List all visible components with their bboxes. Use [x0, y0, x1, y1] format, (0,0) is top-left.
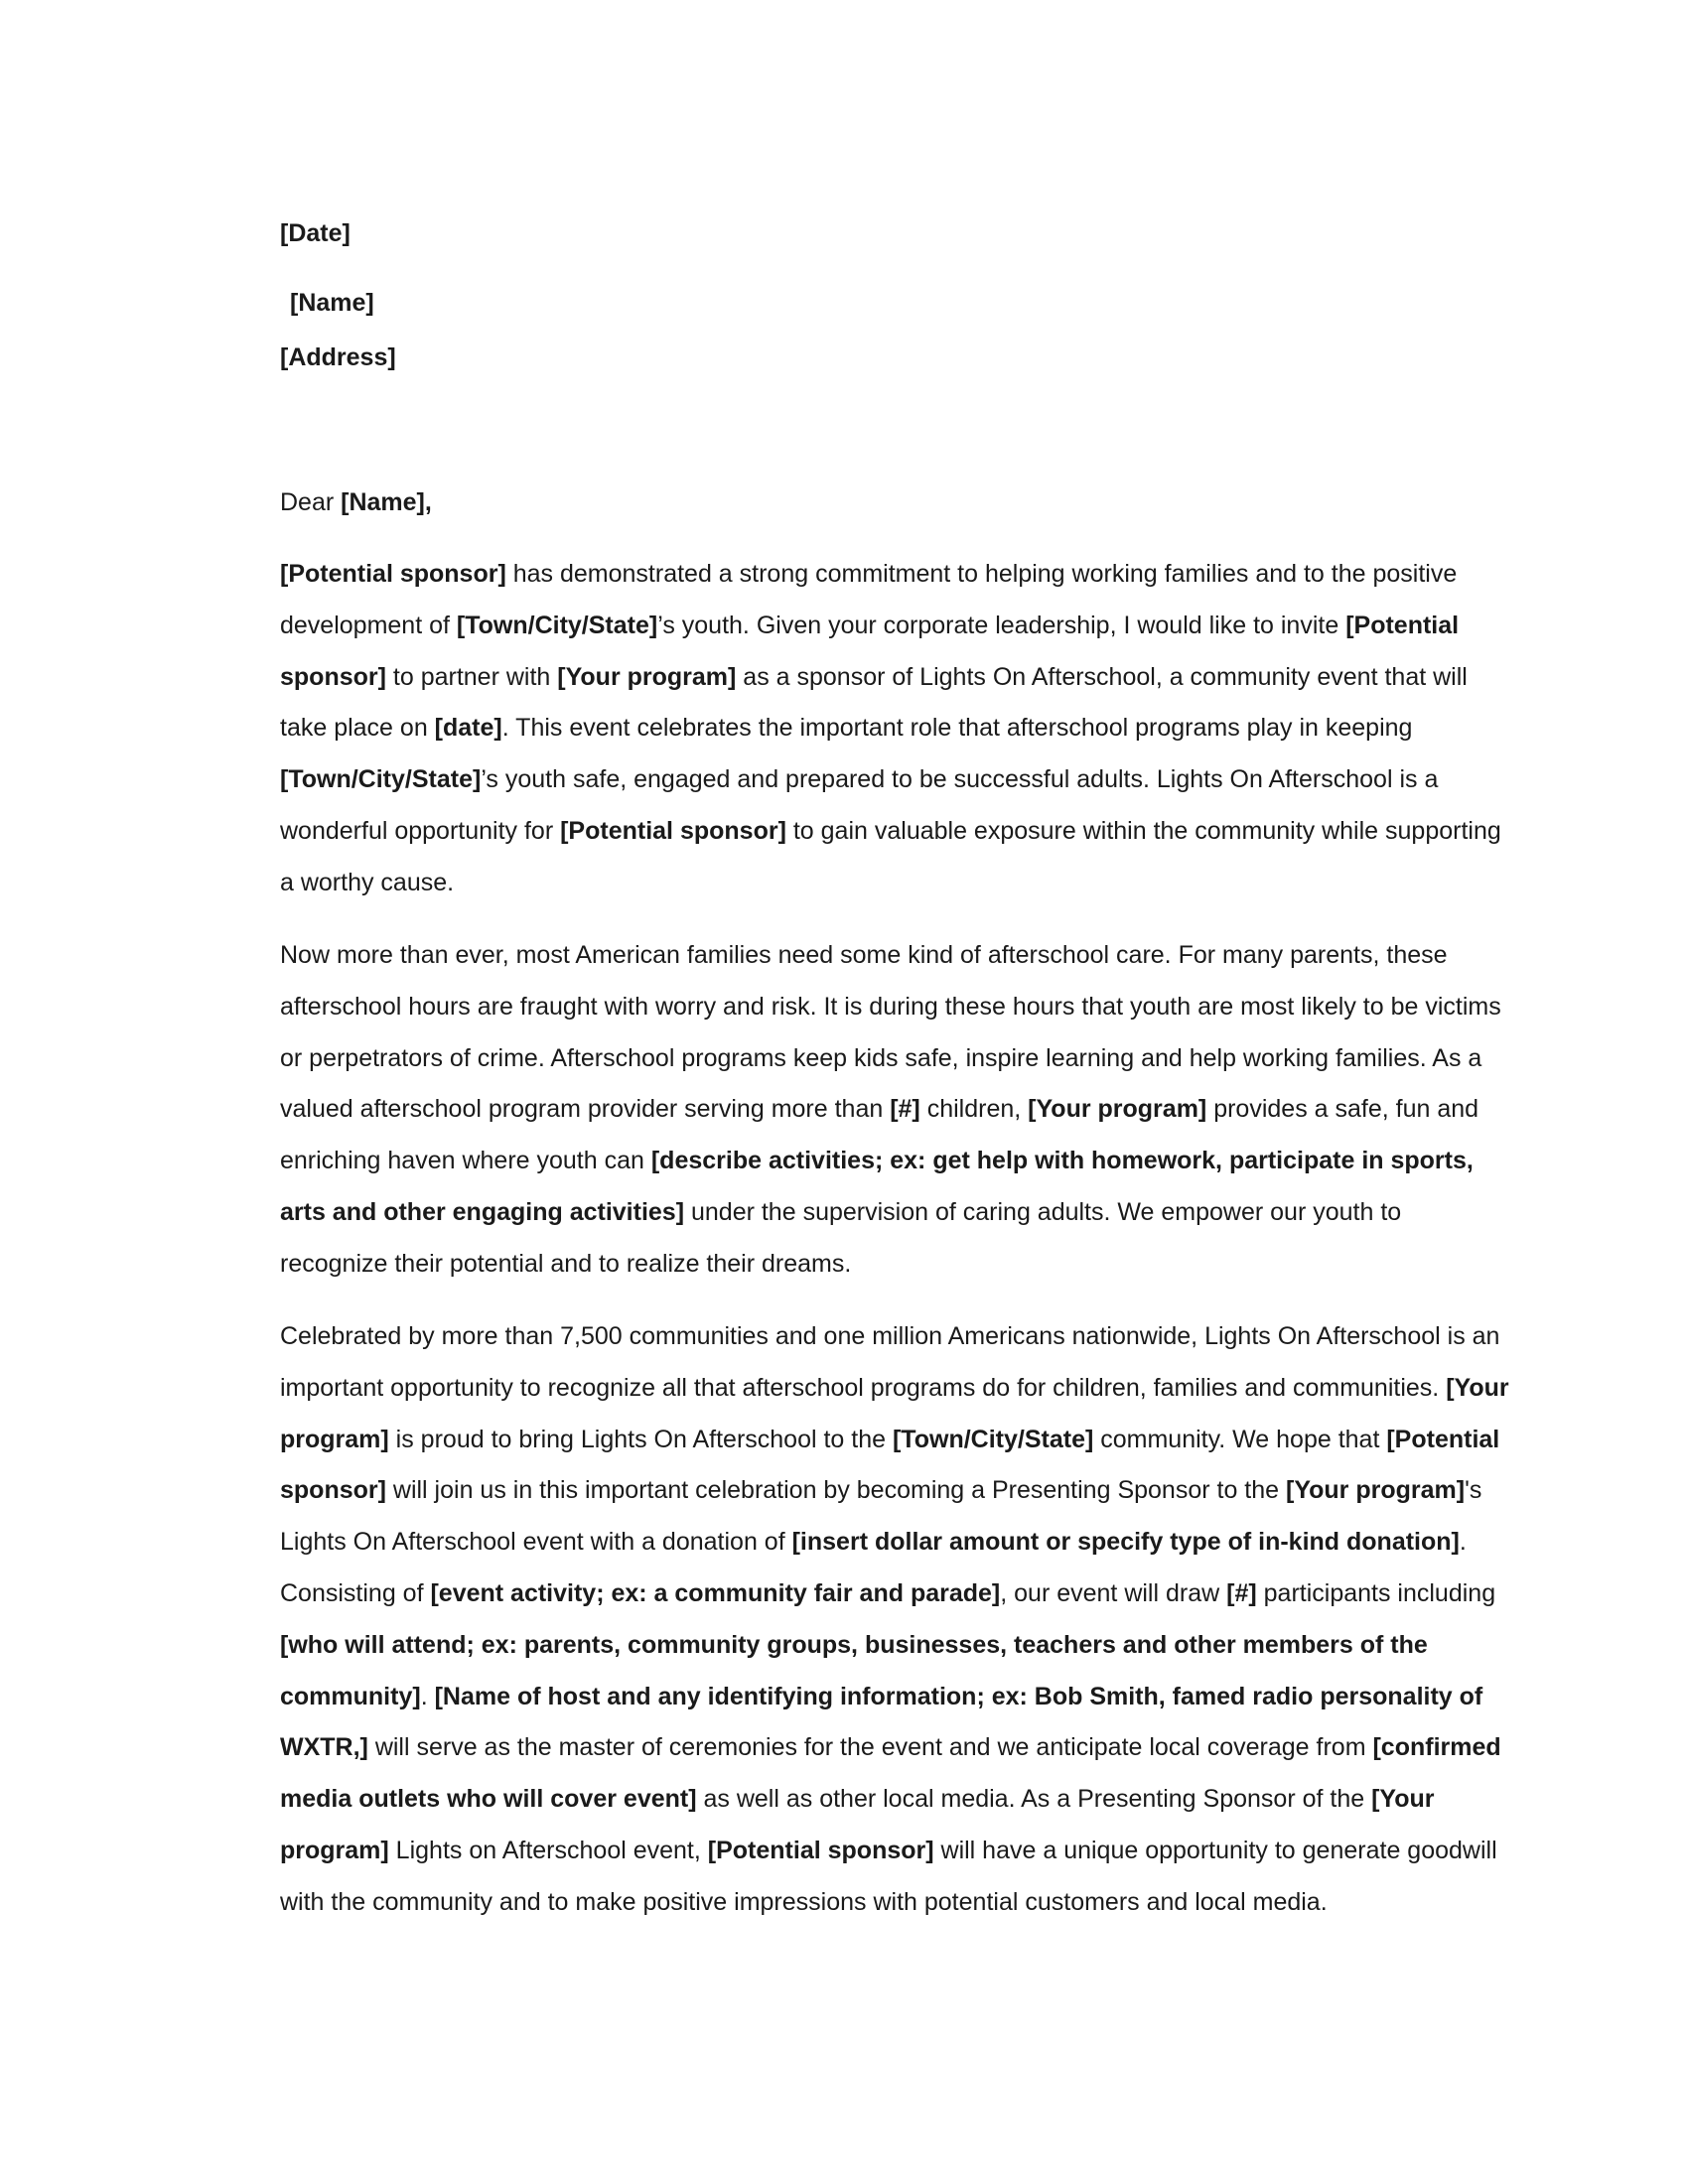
body-text: Now more than ever, most American families need some kind of afterschool care. For many parents, these afterschool hours are fraught with worry and risk. It is during these hours that youth are most likely to be victims or perpetrators of crime. Afterschool programs keep kids safe, inspire learning and help working families. As a valued afterschool program provider serving more than — [280, 941, 1501, 1124]
placeholder-field: [Potential sponsor] — [280, 560, 506, 588]
placeholder-field: [#] — [890, 1095, 920, 1124]
placeholder-field: [Name of host and any identifying information; ex: Bob Smith, famed radio personality of WXTR,] — [280, 1682, 1483, 1762]
placeholder-field: [who will attend; ex: parents, community groups, businesses, teachers and other members of the community] — [280, 1630, 1428, 1710]
placeholder-field: [date] — [434, 714, 502, 743]
placeholder-field: [Potential sponsor] — [707, 1836, 934, 1864]
body-text: . — [420, 1682, 435, 1710]
paragraph-invitation — [280, 549, 1511, 909]
salutation-name: [Name], — [341, 488, 432, 516]
body-text: children, — [919, 1095, 1029, 1124]
placeholder-field: [Potential sponsor] — [560, 816, 786, 845]
body-text: has demonstrated a strong commitment to helping working families and to the positive development of — [280, 560, 1458, 639]
body-text: provides a safe, fun and enriching haven where youth can — [280, 1095, 1479, 1175]
body-text: is proud to bring Lights On Afterschool to the — [388, 1425, 893, 1453]
recipient-name-placeholder: [Name] — [290, 289, 374, 317]
placeholder-field: [Town/City/State] — [280, 765, 482, 794]
salutation-dear: Dear — [280, 488, 342, 516]
salutation — [280, 486, 1511, 518]
body-text: 's Lights On Afterschool event with a donation of — [280, 1476, 1482, 1557]
body-text: Celebrated by more than 7,500 communities and one million Americans nationwide, Lights On Afterschool is an important opportunity to recognize all that afterschool programs do for children, families and communities. — [280, 1322, 1500, 1402]
placeholder-field: [Your program] — [280, 1785, 1435, 1864]
body-text: community. We hope that — [1093, 1425, 1387, 1453]
placeholder-field: [Your program] — [1286, 1476, 1466, 1505]
body-text: will have a unique opportunity to generate goodwill with the community and to make positive impressions with potential customers and local media. — [280, 1836, 1497, 1916]
placeholder-field: [confirmed media outlets who will cover event] — [280, 1733, 1501, 1814]
recipient-address-placeholder: [Address] — [280, 343, 396, 371]
paragraph-sponsorship — [280, 1311, 1511, 1929]
placeholder-field: [Your program] — [1028, 1095, 1207, 1124]
body-text: ’s youth. Given your corporate leadership, I would like to invite — [657, 611, 1346, 639]
placeholder-field: [#] — [1226, 1578, 1257, 1607]
placeholder-field: [Your program] — [557, 662, 737, 691]
placeholder-field: [describe activities; ex: get help with homework, participate in sports, arts and other engaging activities] — [280, 1147, 1474, 1226]
body-text: . Consisting of — [280, 1528, 1467, 1607]
body-text: ’s youth safe, engaged and prepared to be successful adults. Lights On Afterschool is a wonderful opportunity for — [280, 765, 1439, 845]
placeholder-field: [Potential sponsor] — [280, 1425, 1500, 1505]
body-text: as well as other local media. As a Presenting Sponsor of the — [696, 1785, 1372, 1814]
body-text: will join us in this important celebration by becoming a Presenting Sponsor to the — [385, 1476, 1286, 1505]
date-placeholder: [Date] — [280, 219, 351, 247]
placeholder-field: [Town/City/State] — [456, 611, 658, 639]
placeholder-field: [Town/City/State] — [892, 1425, 1094, 1453]
body-text: , our event will draw — [1000, 1578, 1227, 1607]
body-text: . This event celebrates the important role that afterschool programs play in keeping — [501, 714, 1413, 743]
body-text: Lights on Afterschool event, — [388, 1836, 708, 1864]
body-text: will serve as the master of ceremonies for the event and we anticipate local coverage from — [367, 1733, 1373, 1762]
body-text: participants including — [1256, 1578, 1496, 1607]
body-text: as a sponsor of Lights On Afterschool, a community event that will take place on — [280, 662, 1468, 743]
paragraph-need — [280, 930, 1511, 1291]
body-text: to gain valuable exposure within the community while supporting a worthy cause. — [280, 816, 1501, 896]
body-text: under the supervision of caring adults. We empower our youth to recognize their potential and to realize their dreams. — [280, 1197, 1402, 1278]
placeholder-field: [Your program] — [280, 1373, 1509, 1453]
placeholder-field: [insert dollar amount or specify type of in-kind donation] — [791, 1528, 1460, 1557]
placeholder-field: [Potential sponsor] — [280, 611, 1460, 691]
placeholder-field: [event activity; ex: a community fair and parade] — [430, 1578, 1001, 1607]
body-text: to partner with — [385, 662, 558, 691]
